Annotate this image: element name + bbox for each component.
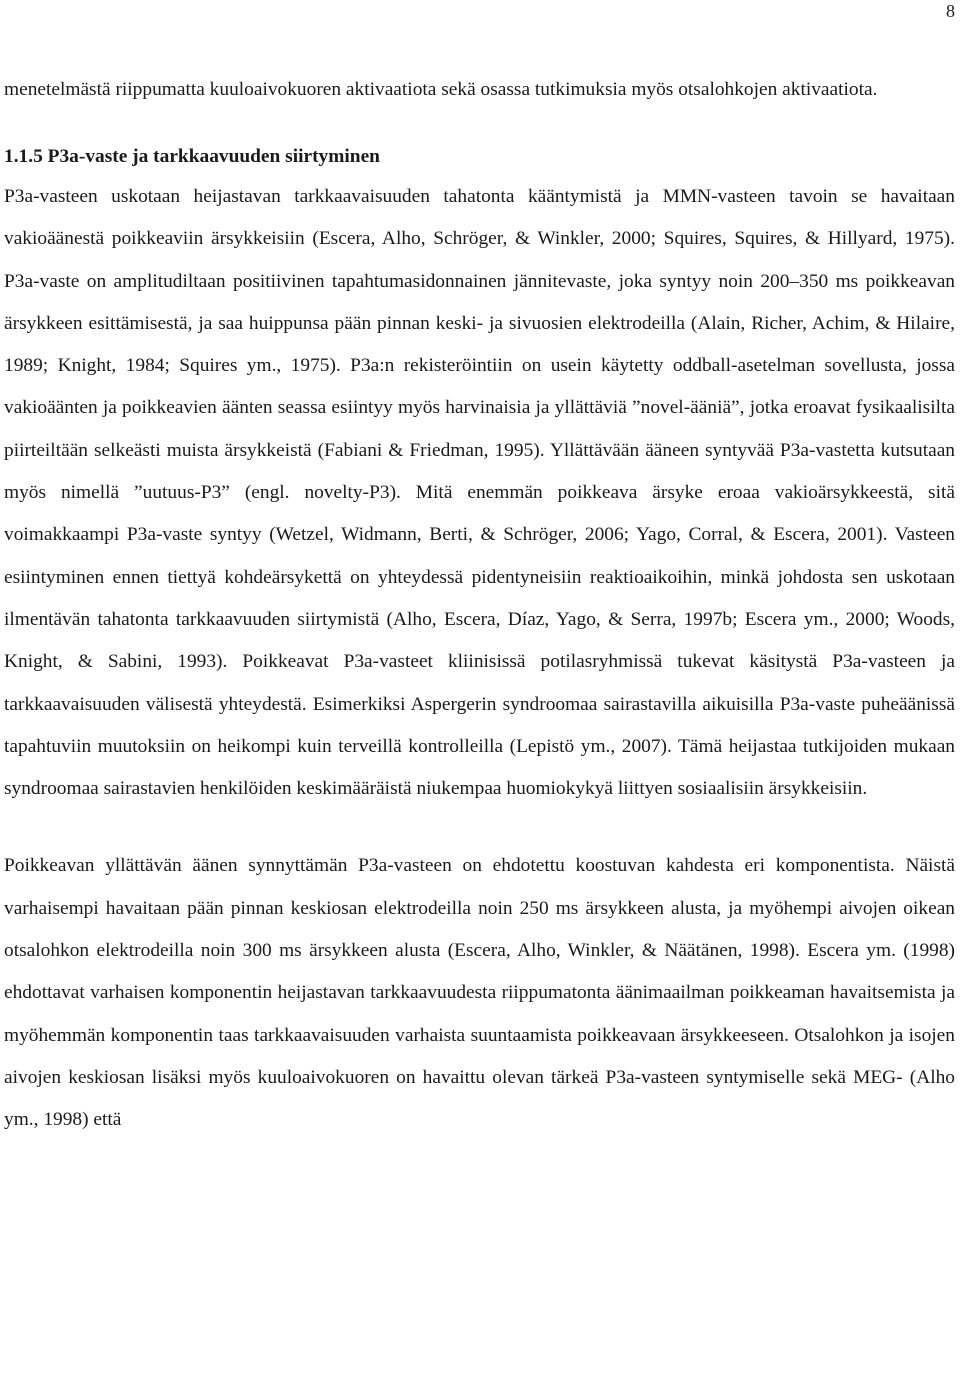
page-number: 8 <box>946 1 955 21</box>
paragraph-1: P3a-vasteen uskotaan heijastavan tarkkaavaisuuden tahatonta kääntymistä ja MMN-vasteen tavoin se havaitaan vakioäänestä poikkeaviin ärsykkeisiin (Escera, Alho, Schröger, & Winkler, 2000; Squires, Squires, & Hillyard, 1975). P3a-vaste on amplitudiltaan positiivinen tapahtumasidonnainen jännitevaste, joka syntyy noin 200–350 ms poikkeavan ärsykkeen esittämisestä, ja saa huippunsa pään pinnan keski- ja sivuosien elektrodeilla (Alain, Richer, Achim, & Hilaire, 1989; Knight, 1984; Squires ym., 1975). P3a:n rekisteröintiin on usein käytetty oddball-asetelman sovellusta, jossa vakioäänten ja poikkeavien äänten seassa esiintyy myös harvinaisia ja yllättäviä ”novel-ääniä”, jotka eroavat fysikaalisilta piirteiltään selkeästi muista ärsykkeistä (Fabiani & Friedman, 1995). Yllättävään ääneen syntyvää P3a-vastetta kutsutaan myös nimellä ”uutuus-P3” (engl. novelty-P3). Mitä enemmän poikkeava ärsyke eroaa vakioärsykkeestä, sitä voimakkaampi P3a-vaste syntyy (Wetzel, Widmann, Berti, & Schröger, 2006; Yago, Corral, & Escera, 2001). Vasteen esiintyminen ennen tiettyä kohdeärsykettä on yhteydessä pidentyneisiin reaktioaikoihin, minkä johdosta sen uskotaan ilmentävän tahatonta tarkkaavuuden siirtymistä (Alho, Escera, Díaz, Yago, & Serra, 1997b; Escera ym., 2000; Woods, Knight, & Sabini, 1993). Poikkeavat P3a-vasteet kliinisissä potilasryhmissä tukevat käsitystä P3a-vasteen ja tarkkaavaisuuden välisestä yhteydestä. Esimerkiksi Aspergerin syndroomaa sairastavilla aikuisilla P3a-vaste puheäänissä tapahtuviin muutoksiin on heikompi kuin terveillä kontrolleilla (Lepistö ym., 2007). Tämä heijastaa tutkijoiden mukaan syndroomaa sairastavien henkilöiden keskimääräistä niukempaa huomiokykyä liittyen sosiaalisiin ärsykkeisiin. <box>4 186 955 800</box>
paragraph-gap <box>4 810 955 845</box>
document-body <box>4 70 955 1142</box>
section-heading: 1.1.5 P3a-vaste ja tarkkaavuuden siirtyminen <box>4 146 380 167</box>
paragraph-2: Poikkeavan yllättävän äänen synnyttämän P3a-vasteen on ehdotettu koostuvan kahdesta eri komponentista. Näistä varhaisempi havaitaan pään pinnan keskiosan elektrodeilla noin 250 ms ärsykkeen alusta, ja myöhempi aivojen oikean otsalohkon elektrodeilla noin 300 ms ärsykkeen alusta (Escera, Alho, Winkler, & Näätänen, 1998). Escera ym. (1998) ehdottavat varhaisen komponentin heijastavan tarkkaavuudesta riippumatonta äänimaailman poikkeaman havaitsemista ja myöhemmän komponentin taas tarkkaavaisuuden varhaista suuntaamista poikkeavaan ärsykkeeseen. Otsalohkon ja isojen aivojen keskiosan lisäksi myös kuuloaivokuoren on havaittu olevan tärkeä P3a-vasteen syntymiselle sekä MEG- (Alho ym., 1998) että <box>4 855 955 1131</box>
intro-paragraph: menetelmästä riippumatta kuuloaivokuoren aktivaatiota sekä osassa tutkimuksia myös otsalohkojen aktivaatiota. <box>4 79 878 100</box>
